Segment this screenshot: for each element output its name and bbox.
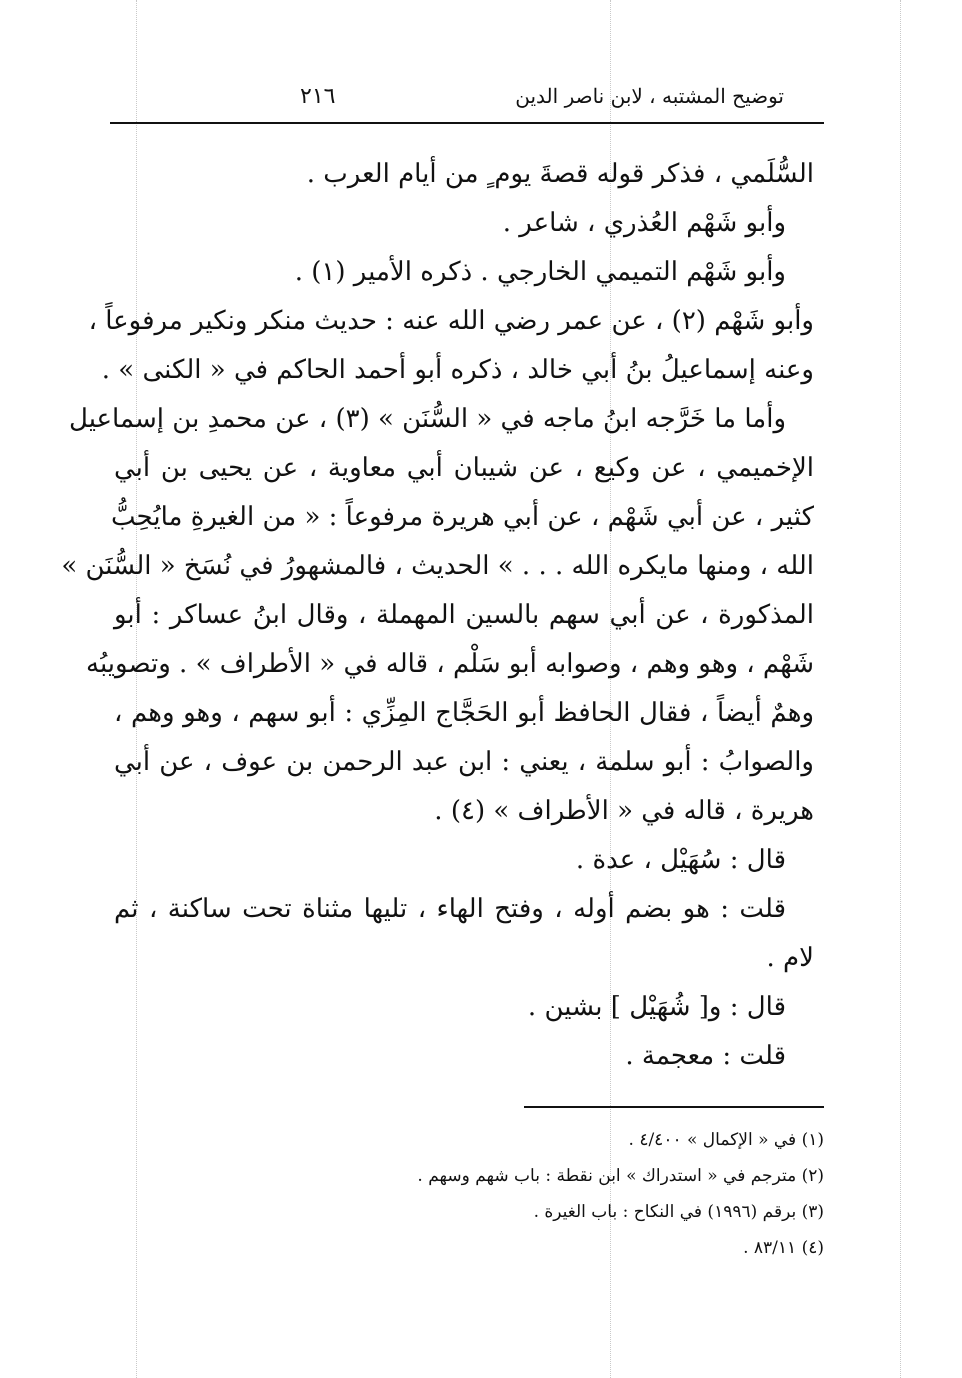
text-line: قال : و[ شُهَيْل ] بشين . bbox=[527, 992, 786, 1022]
text-line: قال : سُهَيْل ، عدة . bbox=[575, 845, 786, 875]
text-line: والصوابُ : أبو سلمة ، يعني : ابن عبد الرحمن بن عوف ، عن أبي bbox=[114, 747, 814, 777]
text-line: المذكورة ، عن أبي سهم بالسين المهملة ، وقال ابنُ عساكر : أبو bbox=[114, 600, 814, 630]
text-line: وأبو شَهْم العُذري ، شاعر . bbox=[502, 208, 786, 238]
footnote: (٢) مترجم في « استدراك » ابن نقطة : باب شهم وسهم . bbox=[417, 1166, 824, 1186]
footnotes bbox=[110, 1122, 824, 1266]
text-line: لام . bbox=[766, 943, 814, 973]
text-line: وأبو شَهْم التميمي الخارجي . ذكره الأمير (١) . bbox=[294, 257, 786, 287]
text-line: قلت : هو بضم أوله ، وفتح الهاء ، تليها مثناة تحت ساكنة ، ثم bbox=[114, 894, 786, 924]
text-line: وعنه إسماعيلُ بنُ أبي خالد ، ذكره أبو أحمد الحاكم في « الكنى » . bbox=[101, 355, 814, 385]
running-header bbox=[110, 70, 824, 124]
footnote: (٣) برقم (١٩٩٦) في النكاح : باب الغيرة . bbox=[533, 1202, 824, 1222]
text-line: وأبو شَهْم (٢) ، عن عمر رضي الله عنه : حديث منكر ونكير مرفوعاً ، bbox=[88, 306, 814, 336]
text-line: الإخميمي ، عن وكيع ، عن شيبان أبي معاوية ، عن يحيى بن أبي bbox=[114, 453, 814, 483]
page-number: ٢١٦ bbox=[300, 84, 336, 109]
main-text bbox=[61, 150, 815, 1081]
footnote: (٤) ٨٣/١١ . bbox=[743, 1238, 824, 1258]
text-line: كثير ، عن أبي شَهْم ، عن أبي هريرة مرفوعاً : « من الغيرةِ مايُحِبُّ bbox=[111, 502, 814, 532]
header-title: توضيح المشتبه ، لابن ناصر الدين bbox=[515, 84, 784, 108]
text-line: الله ، ومنها مايكره الله . . . » الحديث ، فالمشهورُ في نُسَخ « السُّنَن » bbox=[61, 551, 814, 581]
text-line: السُّلَمي ، فذكر قوله قصةَ يوم ٍ من أيام العرب . bbox=[306, 159, 814, 189]
text-line: قلت : معجمة . bbox=[625, 1041, 786, 1071]
text-line: وأما ما خَرَّجه ابنُ ماجه في « السُّنَن » (٣) ، عن محمدِ بن إسماعيل bbox=[69, 404, 786, 434]
book-page bbox=[61, 70, 824, 1350]
text-line: شَهْم ، وهو وهم ، وصوابه أبو سَلْم ، قاله في « الأطراف » . وتصويبُه bbox=[86, 649, 814, 679]
text-line: هريرة ، قاله في « الأطراف » (٤) . bbox=[434, 796, 814, 826]
footnote: (١) في « الإكمال » ٤/٤٠٠ . bbox=[628, 1130, 824, 1150]
footnote-separator bbox=[524, 1106, 824, 1108]
text-line: وهمٌ أيضاً ، فقال الحافظ أبو الحَجَّاج المِزِّي : أبو سهم ، وهو وهم ، bbox=[114, 698, 815, 728]
scan-mark bbox=[900, 0, 901, 1378]
